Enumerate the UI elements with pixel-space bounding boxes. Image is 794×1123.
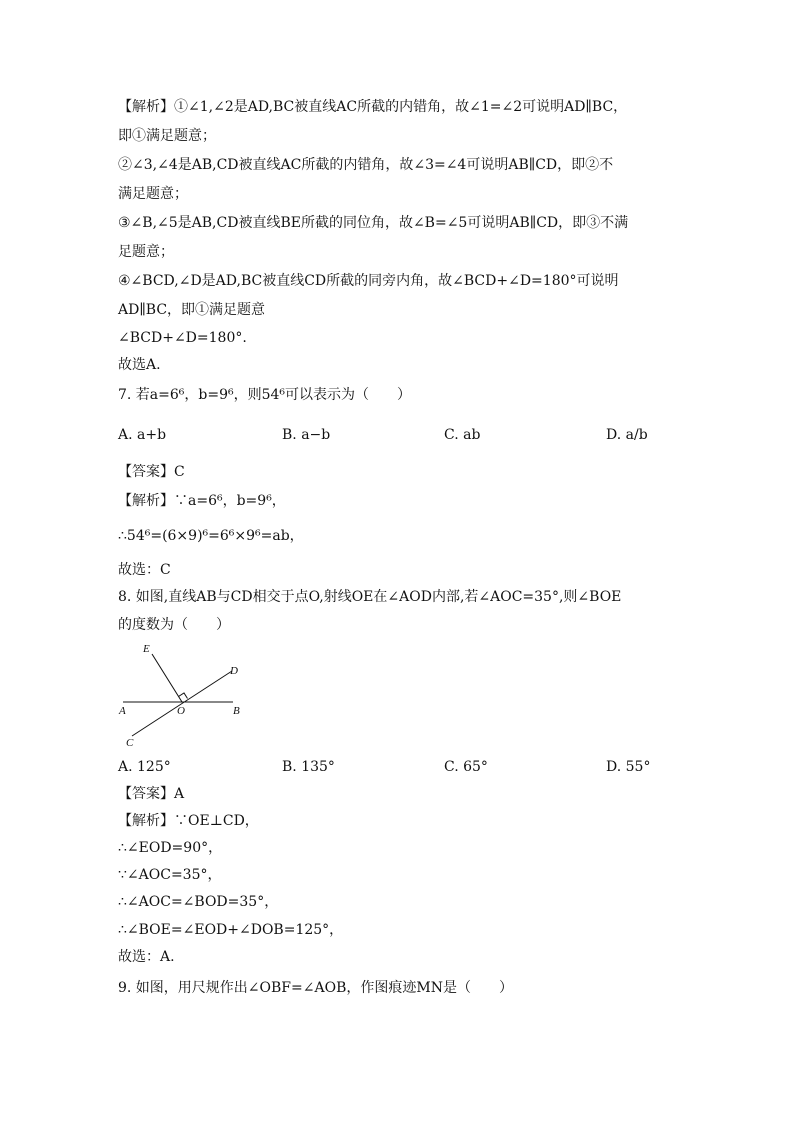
option-b: B. 135° — [282, 759, 335, 775]
question-stem: 7. 若a=6⁶，b=9⁶，则54⁶可以表示为（ ） — [118, 387, 412, 403]
question-stem: 8. 如图,直线AB与CD相交于点O,射线OE在∠AOD内部,若∠AOC=35°,则∠BOE — [118, 589, 622, 605]
option-a: A. 125° — [118, 759, 171, 775]
analysis-line: ∴∠BOE=∠EOD+∠DOB=125°， — [118, 922, 344, 938]
analysis-line: 故选：A. — [118, 949, 175, 965]
text-line: 满足题意； — [118, 186, 188, 202]
analysis-line: ∵∠AOC=35°， — [118, 867, 222, 883]
option-c: C. ab — [444, 427, 481, 443]
label-a: A — [119, 705, 126, 717]
label-b: B — [233, 705, 240, 717]
text-line: 足题意； — [118, 244, 174, 260]
analysis-line: ∴∠EOD=90°， — [118, 840, 223, 856]
label-o: O — [177, 705, 185, 717]
analysis-line: ∴∠AOC=∠BOD=35°， — [118, 894, 279, 910]
geometry-figure — [115, 640, 245, 750]
option-d: D. a/b — [606, 427, 648, 443]
analysis-line: 【解析】∵a=6⁶，b=9⁶， — [118, 493, 286, 509]
option-c: C. 65° — [444, 759, 488, 775]
option-b: B. a−b — [282, 427, 331, 443]
answer-line: 【答案】A — [118, 786, 185, 802]
ray-oe — [152, 654, 182, 702]
text-line: ∠BCD+∠D=180°. — [118, 330, 247, 346]
text-line: ④∠BCD,∠D是AD,BC被直线CD所截的同旁内角，故∠BCD+∠D=180°可说明 — [118, 273, 619, 289]
text-line: AD∥BC，即①满足题意 — [118, 302, 266, 318]
option-d: D. 55° — [606, 759, 651, 775]
question-stem: 9. 如图，用尺规作出∠OBF=∠AOB，作图痕迹MN是（ ） — [118, 980, 513, 996]
label-c: C — [126, 737, 134, 749]
text-line: ②∠3,∠4是AB,CD被直线AC所截的内错角，故∠3=∠4可说明AB∥CD，即②不 — [118, 157, 614, 173]
text-line: 故选A. — [118, 357, 161, 373]
text-line: 即①满足题意； — [118, 128, 216, 144]
answer-line: 【答案】C — [118, 464, 185, 480]
option-a: A. a+b — [118, 427, 167, 443]
label-e: E — [143, 643, 150, 655]
label-d: D — [230, 665, 238, 677]
analysis-line: ∴54⁶=(6×9)⁶=6⁶×9⁶=ab， — [118, 528, 304, 544]
line-cd — [132, 671, 232, 736]
analysis-line: 【解析】∵OE⊥CD， — [118, 813, 259, 829]
text-line: 【解析】①∠1,∠2是AD,BC被直线AC所截的内错角，故∠1=∠2可说明AD∥BC， — [118, 99, 628, 115]
analysis-line: 故选：C — [118, 562, 171, 578]
question-stem: 的度数为（ ） — [118, 617, 230, 633]
text-line: ③∠B,∠5是AB,CD被直线BE所截的同位角，故∠B=∠5可说明AB∥CD，即③不满 — [118, 215, 629, 231]
